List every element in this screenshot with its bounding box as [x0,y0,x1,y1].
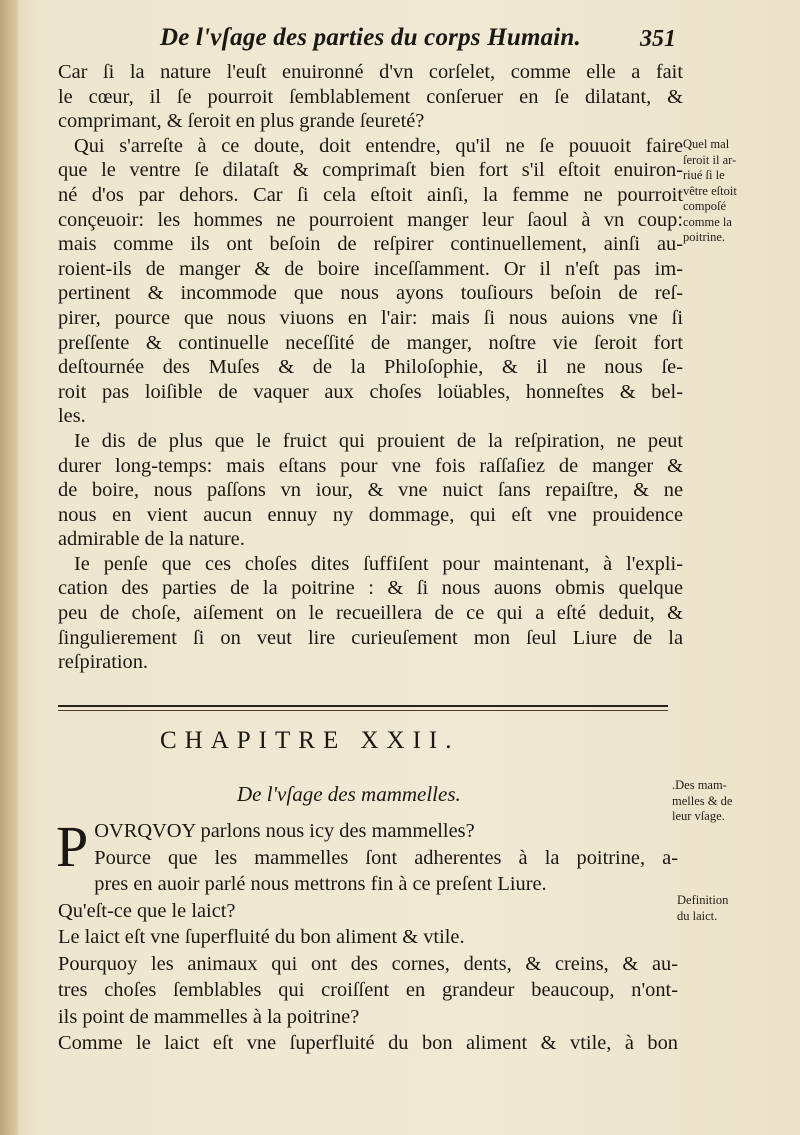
text-line: Pource que les mammelles ſont adherentes à la poitrine, a- [94,846,678,869]
chapter-divider-rule [58,705,668,707]
text-line: Pourquoy les animaux qui ont des cornes, dents, & creins, & au- [58,952,678,975]
chapter-text [56,814,678,1057]
text-line: roit pas loiſible de vaquer aux choſes loüables, honneſtes & bel- [58,380,683,403]
text-line: comprimant, & ſeroit en plus grande ſeureté? [58,110,425,133]
text-line: mais comme ils ont beſoin de reſpirer continuellement, ainſi au- [58,233,683,256]
text-line: conçeuoir: les hommes ne pourroient manger leur ſaoul à vn coup: [58,208,683,231]
text-line: Comme le laict eſt vne ſuperfluité du bon aliment & vtile, à bon [58,1032,678,1054]
text-line: reſpiration. [58,651,149,674]
text-line: ils point de mammelles à la poitrine? [58,1005,360,1028]
text-line: durer long-temps: mais eſtans pour vne fois raſſaſiez de manger & [58,454,683,477]
text-line: Qu'eſt-ce que le laict? [58,899,236,922]
text-line: les. [58,405,86,428]
text-line: nous en vient aucun ennuy ny dommage, qui eſt vne prouidence [58,503,683,526]
chapter-heading: CHAPITRE XXII. [160,727,460,754]
margin-note-quel-mal: Quel mal ſeroit il ar- riué ſi le vêtre eſtoit compoſé comme la poitrine. [683,137,737,244]
text-line: que le ventre ſe dilataſt & comprimaſt bien fort s'il eſtoit enuiron- [58,159,683,182]
page-gutter [0,0,18,1135]
text-line: cation des parties de la poitrine : & ſi nous auons obmis quelque [58,577,683,600]
text-line: Le laict eſt vne ſuperfluité du bon aliment & vtile. [58,926,465,948]
text-line: pertinent & incommode que nous ayons touſiours beſoin de reſ- [58,282,683,305]
margin-note-des-mammelles: .Des mam- melles & de leur vſage. [672,778,733,823]
text-line: Ie dis de plus que le fruict qui prouient de la reſpiration, ne peut [74,429,683,452]
chapter-divider-rule-thin [58,710,668,711]
text-line: pirer, pource que nous viuons en l'air: mais ſi nous auions vne ſi [58,306,683,329]
text-line: ſingulierement ſi on veut lire curieuſement mon ſeul Liure de la [58,626,683,649]
text-line: admirable de la nature. [58,528,245,551]
text-line: deſtournée des Muſes & de la Philoſophie, & il ne nous ſe- [58,356,683,379]
running-title: De l'vſage des parties du corps Humain. [160,24,581,51]
body-text [58,60,683,675]
text-line: le cœur, il ſe pourroit ſemblablement conſeruer en ſe dilatant, & [58,85,683,108]
text-line: tres choſes ſemblables qui croiſſent en grandeur beaucoup, n'ont- [58,979,678,1001]
text-line: Car ſi la nature l'euſt enuironné d'vn corſelet, comme elle a fait [58,61,683,83]
margin-note-definition-laict: Definition du laict. [677,893,729,923]
text-line: preſſente & continuelle neceſſité de manger, noſtre vie ſeroit fort [58,331,683,354]
text-line: OVRQVOY parlons nous icy des mammelles? [94,820,475,842]
page-number: 351 [640,26,676,52]
drop-capital: P [56,814,89,879]
text-line: pres en auoir parlé nous mettrons fin à ce preſent Liure. [94,873,547,895]
text-line: Qui s'arreſte à ce doute, doit entendre, qu'il ne ſe pouuoit faire [74,134,683,157]
text-line: roient-ils de manger & de boire inceſſamment. Or il n'eſt pas im- [58,257,683,280]
text-line: peu de choſe, aiſement on le recueillera de ce qui a eſté deduit, & [58,602,683,625]
text-line: Ie penſe que ces choſes dites ſuffiſent pour maintenant, à l'expli- [74,552,683,575]
chapter-subtitle: De l'vſage des mammelles. [237,782,461,806]
text-line: de boire, nous paſſons vn iour, & vne nuict ſans repaiſtre, & ne [58,479,683,502]
text-line: né d'os par dehors. Car ſi cela eſtoit ainſi, la femme ne pourroit [58,183,683,206]
